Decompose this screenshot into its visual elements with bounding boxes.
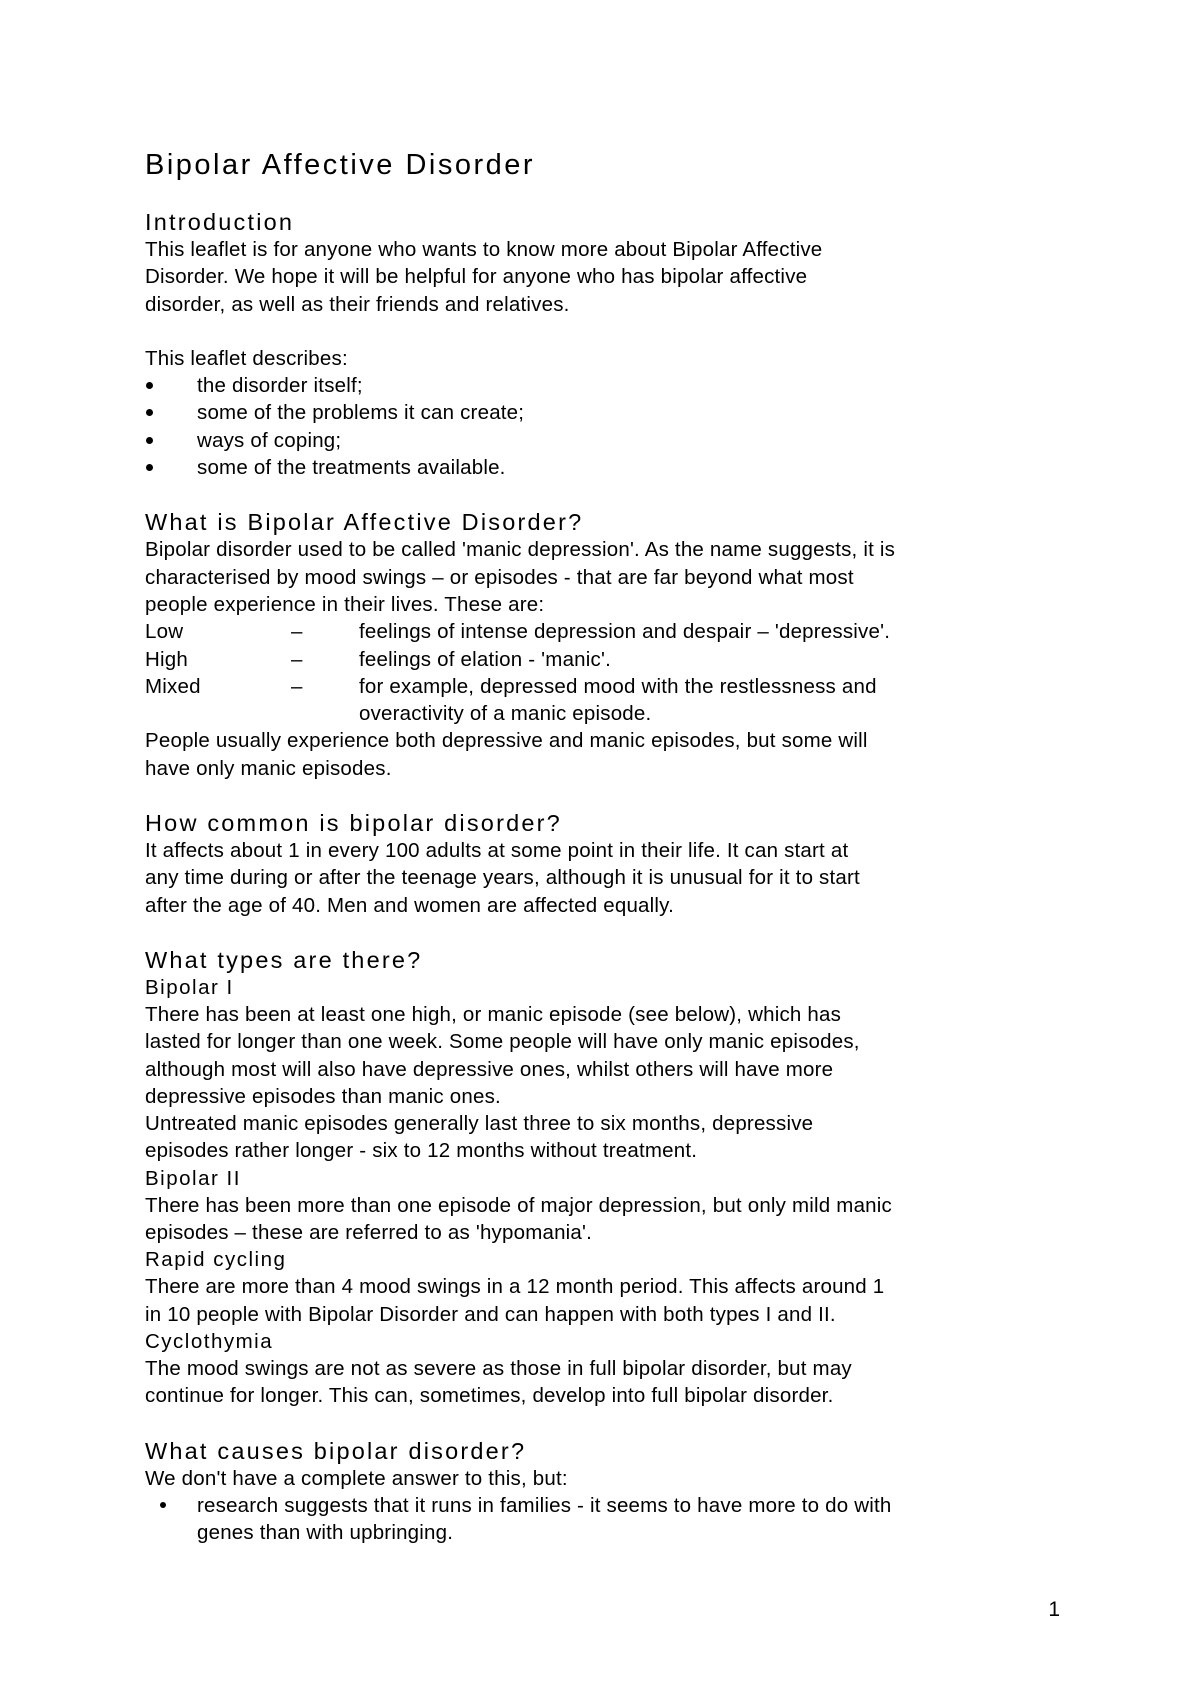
- paragraph-line: It affects about 1 in every 100 adults at some point in their life. It can start at: [145, 839, 849, 863]
- paragraph-line: There has been at least one high, or manic episode (see below), which has: [145, 1002, 842, 1026]
- list-item: ways of coping;: [145, 427, 1105, 454]
- definition-term: Low: [145, 620, 184, 644]
- definition-row: [145, 673, 1105, 700]
- definition-desc: feelings of intense depression and despair – 'depressive'.: [359, 620, 891, 644]
- paragraph-line: have only manic episodes.: [145, 756, 392, 780]
- paragraph-line: There are more than 4 mood swings in a 12 month period. This affects around 1: [145, 1275, 885, 1299]
- page-number: 1: [1048, 1598, 1060, 1621]
- bullet-icon: [146, 437, 153, 444]
- paragraph-line: any time during or after the teenage years, although it is unusual for it to start: [145, 866, 860, 890]
- paragraph-line: episodes – these are referred to as 'hypomania'.: [145, 1221, 593, 1245]
- definition-term: High: [145, 647, 188, 671]
- definition-dash: –: [291, 620, 303, 644]
- paragraph-line: people experience in their lives. These are:: [145, 592, 545, 616]
- list-item: some of the treatments available.: [145, 454, 1105, 481]
- paragraph-line: lasted for longer than one week. Some people will have only manic episodes,: [145, 1030, 860, 1054]
- definition-dash: –: [291, 647, 303, 671]
- document-body: [145, 208, 1105, 1546]
- mood-definitions: [145, 618, 1105, 727]
- list-item: the disorder itself;: [145, 372, 1105, 399]
- bullet-icon: [146, 409, 153, 416]
- definition-row: [145, 618, 1105, 645]
- paragraph-line: disorder, as well as their friends and relatives.: [145, 292, 570, 316]
- causes-list: [145, 1492, 1105, 1547]
- section-heading-causes: What causes bipolar disorder?: [145, 1437, 527, 1464]
- paragraph-line: episodes rather longer - six to 12 months without treatment.: [145, 1139, 698, 1163]
- paragraph-line: depressive episodes than manic ones.: [145, 1084, 501, 1108]
- paragraph-line: Untreated manic episodes generally last three to six months, depressive: [145, 1112, 814, 1136]
- section-heading-introduction: Introduction: [145, 209, 295, 235]
- section-heading-types: What types are there?: [145, 946, 423, 973]
- paragraph-line: characterised by mood swings – or episodes - that are far beyond what most: [145, 565, 854, 589]
- definition-dash: –: [291, 674, 303, 698]
- list-item: research suggests that it runs in families - it seems to have more to do with genes than with upbringing.: [159, 1492, 1105, 1547]
- subheading-cyclothymia: Cyclothymia: [145, 1329, 274, 1353]
- paragraph-line: There has been more than one episode of major depression, but only mild manic: [145, 1193, 892, 1217]
- subheading-rapid-cycling: Rapid cycling: [145, 1248, 287, 1272]
- definition-desc: for example, depressed mood with the restlessness and: [359, 674, 877, 698]
- definition-term: Mixed: [145, 674, 201, 698]
- subheading-bipolar-2: Bipolar II: [145, 1166, 241, 1190]
- section-heading-how-common: How common is bipolar disorder?: [145, 810, 562, 837]
- list-item: some of the problems it can create;: [145, 399, 1105, 426]
- paragraph-line: We don't have a complete answer to this, but:: [145, 1466, 568, 1490]
- paragraph-line: This leaflet is for anyone who wants to know more about Bipolar Affective: [145, 238, 823, 261]
- paragraph-line: in 10 people with Bipolar Disorder and can happen with both types I and II.: [145, 1302, 836, 1326]
- paragraph-line: Bipolar disorder used to be called 'manic depression'. As the name suggests, it is: [145, 538, 896, 562]
- definition-row: [145, 646, 1105, 673]
- paragraph-line: although most will also have depressive ones, whilst others will have more: [145, 1057, 834, 1081]
- describes-list: [145, 372, 1105, 481]
- document-title: Bipolar Affective Disorder: [145, 149, 536, 181]
- paragraph-line: The mood swings are not as severe as those in full bipolar disorder, but may: [145, 1356, 852, 1380]
- bullet-icon: [146, 382, 153, 389]
- subheading-bipolar-1: Bipolar I: [145, 975, 234, 999]
- definition-desc: feelings of elation - 'manic'.: [359, 647, 611, 671]
- paragraph-line: continue for longer. This can, sometimes, develop into full bipolar disorder.: [145, 1384, 834, 1408]
- bullet-icon: [146, 464, 153, 471]
- paragraph-line: after the age of 40. Men and women are affected equally.: [145, 893, 674, 917]
- definition-continuation: overactivity of a manic episode.: [359, 702, 652, 726]
- paragraph-line: People usually experience both depressive and manic episodes, but some will: [145, 729, 868, 753]
- describes-label: This leaflet describes:: [145, 346, 348, 370]
- paragraph-line: Disorder. We hope it will be helpful for anyone who has bipolar affective: [145, 265, 808, 289]
- bullet-icon: [160, 1502, 166, 1508]
- section-heading-what-is: What is Bipolar Affective Disorder?: [145, 509, 584, 536]
